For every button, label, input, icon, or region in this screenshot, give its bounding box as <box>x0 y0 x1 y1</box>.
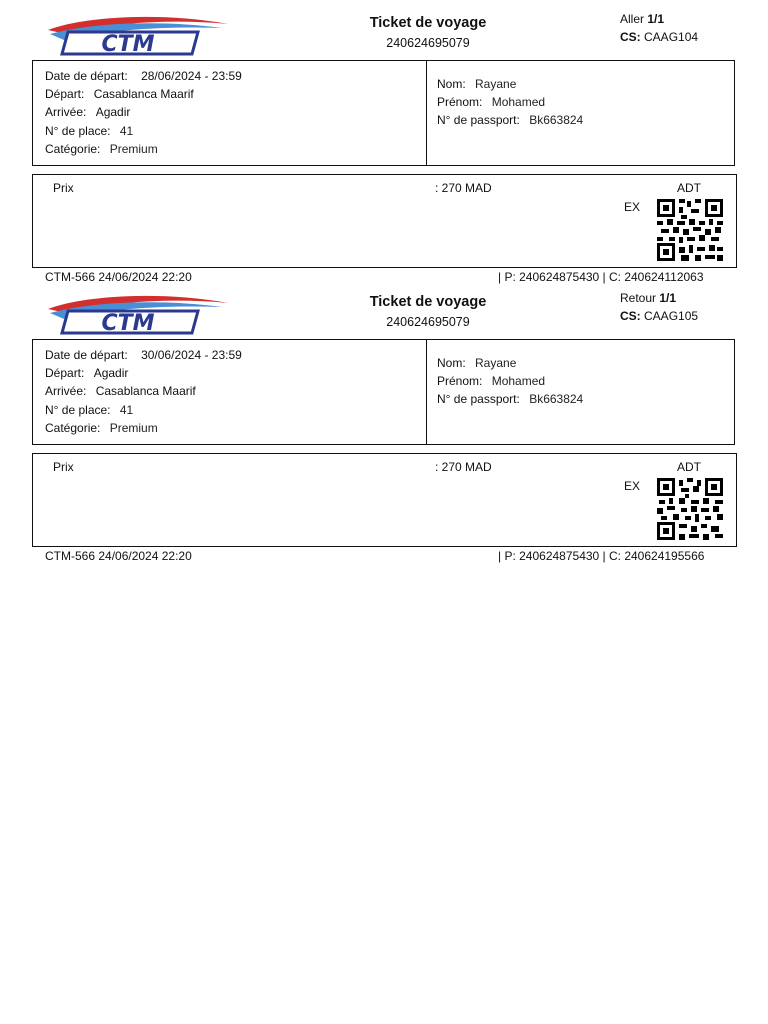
seat-row <box>45 403 133 417</box>
name-row <box>437 77 516 91</box>
logo-text: CTM <box>101 311 155 335</box>
arrival-value: Agadir <box>95 105 131 119</box>
name-value: Rayane <box>475 356 517 370</box>
seat-label: N° de place: <box>45 403 111 417</box>
trip-index: 1/1 <box>659 291 677 305</box>
category-label: Catégorie: <box>45 142 101 156</box>
qr-code <box>657 199 723 261</box>
name-label: Nom: <box>437 356 466 370</box>
ctm-logo <box>44 10 230 56</box>
category-label: Catégorie: <box>45 421 101 435</box>
price-value: : 270 MAD <box>435 460 492 474</box>
departure-date-value: 28/06/2024 - 23:59 <box>141 69 242 83</box>
passport-row <box>437 392 583 406</box>
departure-row <box>45 366 128 380</box>
departure-value: Casablanca Maarif <box>93 87 194 101</box>
departure-value: Agadir <box>93 366 129 380</box>
footer-reference: CTM-566 24/06/2024 22:20 <box>45 549 192 563</box>
price-box <box>32 174 737 268</box>
departure-row <box>45 87 194 101</box>
departure-label: Départ: <box>45 87 85 101</box>
cs-label: CS: <box>620 309 641 323</box>
price-box <box>32 453 737 547</box>
box-divider <box>426 340 427 444</box>
seat-value: 41 <box>119 403 134 417</box>
footer-codes: | P: 240624875430 | C: 240624112063 <box>498 270 704 284</box>
category-value: Premium <box>109 142 158 156</box>
ex-label: EX <box>624 479 641 493</box>
logo-text: CTM <box>101 32 155 56</box>
price-label: Prix <box>53 181 74 195</box>
trip-label: Aller <box>620 12 645 26</box>
firstname-label: Prénom: <box>437 95 483 109</box>
ticket-title: Ticket de voyage <box>369 15 487 31</box>
arrival-row <box>45 384 196 398</box>
trip-index: 1/1 <box>647 12 665 26</box>
footer-codes: | P: 240624875430 | C: 240624195566 <box>498 549 705 563</box>
price-label: Prix <box>53 460 74 474</box>
arrival-row <box>45 105 130 119</box>
cs-code <box>620 30 698 44</box>
category-row <box>45 142 158 156</box>
departure-date-row <box>45 348 242 362</box>
seat-label: N° de place: <box>45 124 111 138</box>
arrival-label: Arrivée: <box>45 384 87 398</box>
name-label: Nom: <box>437 77 466 91</box>
seat-value: 41 <box>119 124 134 138</box>
seat-row <box>45 124 133 138</box>
category-value: Premium <box>109 421 158 435</box>
passport-row <box>437 113 583 127</box>
departure-date-label: Date de départ: <box>45 69 128 83</box>
passport-value: Bk663824 <box>529 392 584 406</box>
firstname-label: Prénom: <box>437 374 483 388</box>
category-row <box>45 421 158 435</box>
cs-value: CAAG105 <box>644 309 699 323</box>
departure-label: Départ: <box>45 366 85 380</box>
departure-date-row <box>45 69 242 83</box>
box-divider <box>426 61 427 165</box>
cs-label: CS: <box>620 30 641 44</box>
firstname-value: Mohamed <box>491 374 546 388</box>
ticket-number: 240624695079 <box>386 36 470 50</box>
passport-value: Bk663824 <box>529 113 584 127</box>
journey-box <box>32 60 735 166</box>
passenger-type: ADT <box>677 181 701 195</box>
arrival-label: Arrivée: <box>45 105 87 119</box>
firstname-value: Mohamed <box>491 95 546 109</box>
arrival-value: Casablanca Maarif <box>95 384 196 398</box>
firstname-row <box>437 95 545 109</box>
cs-code <box>620 309 698 323</box>
ticket-return <box>0 279 768 563</box>
trip-direction <box>620 12 664 26</box>
trip-label: Retour <box>620 291 657 305</box>
ticket-title: Ticket de voyage <box>369 294 487 310</box>
price-value: : 270 MAD <box>435 181 492 195</box>
ticket-outbound <box>0 0 768 284</box>
ex-label: EX <box>624 200 641 214</box>
departure-date-value: 30/06/2024 - 23:59 <box>141 348 242 362</box>
ticket-number: 240624695079 <box>386 315 470 329</box>
passport-label: N° de passport: <box>437 392 520 406</box>
passport-label: N° de passport: <box>437 113 520 127</box>
cs-value: CAAG104 <box>644 30 699 44</box>
firstname-row <box>437 374 545 388</box>
passenger-type: ADT <box>677 460 701 474</box>
qr-code <box>657 478 723 540</box>
journey-box <box>32 339 735 445</box>
trip-direction <box>620 291 676 305</box>
departure-date-label: Date de départ: <box>45 348 128 362</box>
ctm-logo <box>44 289 230 335</box>
name-row <box>437 356 516 370</box>
name-value: Rayane <box>475 77 517 91</box>
footer-reference: CTM-566 24/06/2024 22:20 <box>45 270 192 284</box>
